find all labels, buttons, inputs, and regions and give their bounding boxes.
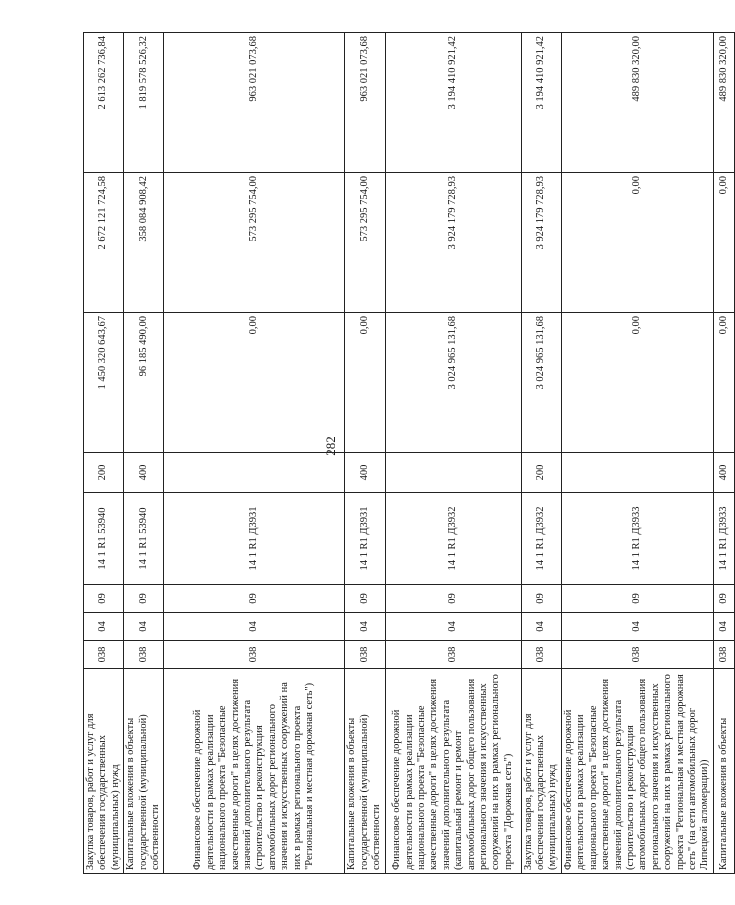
expense-type (164, 453, 345, 493)
expense-type: 200 (521, 453, 561, 493)
page-number: 282 (323, 436, 338, 456)
expense-type: 400 (713, 453, 734, 493)
amount-year-3: 489 830 320,00 (561, 33, 713, 173)
section-code: 04 (345, 613, 385, 641)
amount-year-3: 963 021 073,68 (164, 33, 345, 173)
table-row (84, 33, 124, 874)
section-code: 04 (521, 613, 561, 641)
target-article: 14 1 R1 Д3931 (345, 493, 385, 585)
target-article: 14 1 R1 Д3933 (561, 493, 713, 585)
table-row (713, 33, 734, 874)
ministry-code: 038 (124, 641, 164, 669)
amount-year-1: 0,00 (713, 313, 734, 453)
amount-year-3: 3 194 410 921,42 (521, 33, 561, 173)
amount-year-1: 3 024 965 131,68 (521, 313, 561, 453)
target-article: 14 1 R1 Д3932 (385, 493, 521, 585)
table-row (124, 33, 164, 874)
target-article: 14 1 R1 53940 (84, 493, 124, 585)
section-code: 04 (164, 613, 345, 641)
subsection-code: 09 (521, 585, 561, 613)
amount-year-1: 0,00 (164, 313, 345, 453)
row-name: Закупка товаров, работ и услуг для обеспечения государственных (муниципальных) нужд (84, 669, 124, 874)
ministry-code: 038 (385, 641, 521, 669)
ministry-code: 038 (561, 641, 713, 669)
subsection-code: 09 (345, 585, 385, 613)
amount-year-2: 573 295 754,00 (164, 173, 345, 313)
section-code: 04 (561, 613, 713, 641)
table-body (84, 33, 735, 874)
amount-year-2: 3 924 179 728,93 (521, 173, 561, 313)
table-row (521, 33, 561, 874)
row-name: Капитальные вложения в объекты государственной (муниципальной) собственности (124, 669, 164, 874)
section-code: 04 (713, 613, 734, 641)
budget-table (83, 32, 735, 874)
amount-year-1: 0,00 (345, 313, 385, 453)
ministry-code: 038 (164, 641, 345, 669)
section-code: 04 (124, 613, 164, 641)
table-inner (83, 33, 729, 874)
expense-type: 400 (345, 453, 385, 493)
amount-year-2: 3 924 179 728,93 (385, 173, 521, 313)
expense-type (385, 453, 521, 493)
target-article: 14 1 R1 Д3931 (164, 493, 345, 585)
subsection-code: 09 (164, 585, 345, 613)
subsection-code: 09 (561, 585, 713, 613)
subsection-code: 09 (84, 585, 124, 613)
amount-year-1: 1 450 320 643,67 (84, 313, 124, 453)
table-row (345, 33, 385, 874)
section-code: 04 (385, 613, 521, 641)
rotated-table-container (83, 33, 729, 874)
row-name: Финансовое обеспечение дорожной деятельности в рамках реализации национального проекта "Безопасные качественные дороги" в целях достижения значений дополнительного результата (строительство и реконструкция автомобильных дорог регионального значения и искусственных сооружений на них в рамках регионального проекта "Региональная и местная дорожная сеть") (164, 669, 345, 874)
table-row (164, 33, 345, 874)
target-article: 14 1 R1 53940 (124, 493, 164, 585)
ministry-code: 038 (713, 641, 734, 669)
row-name: Финансовое обеспечение дорожной деятельности в рамках реализации национального проекта "Безопасные качественные дороги" в целях достижения значений дополнительного результата (строительство и реконструкция автомобильных дорог общего пользования регионального значения и искусственных сооружений на них в рамках регионального проекта "Региональная и местная дорожная сеть" (на сети автомобильных дорог Липецкой агломерации)) (561, 669, 713, 874)
ministry-code: 038 (345, 641, 385, 669)
amount-year-1: 0,00 (561, 313, 713, 453)
row-name: Финансовое обеспечение дорожной деятельности в рамках реализации национального проекта "Безопасные качественные дороги" в целях достижения значений дополнительного результата (капитальный ремонт и ремонт автомобильных дорог общего пользования регионального значения и искусственных сооружений на них в рамках регионального проекта "Дорожная сеть") (385, 669, 521, 874)
amount-year-3: 963 021 073,68 (345, 33, 385, 173)
expense-type: 200 (84, 453, 124, 493)
target-article: 14 1 R1 Д3933 (713, 493, 734, 585)
ministry-code: 038 (84, 641, 124, 669)
expense-type (561, 453, 713, 493)
amount-year-1: 3 024 965 131,68 (385, 313, 521, 453)
amount-year-2: 0,00 (713, 173, 734, 313)
row-name: Закупка товаров, работ и услуг для обеспечения государственных (муниципальных) нужд (521, 669, 561, 874)
amount-year-2: 2 672 121 724,58 (84, 173, 124, 313)
row-name: Капитальные вложения в объекты (713, 669, 734, 874)
subsection-code: 09 (124, 585, 164, 613)
amount-year-3: 489 830 320,00 (713, 33, 734, 173)
amount-year-2: 0,00 (561, 173, 713, 313)
amount-year-2: 573 295 754,00 (345, 173, 385, 313)
expense-type: 400 (124, 453, 164, 493)
row-name: Капитальные вложения в объекты государственной (муниципальной) собственности (345, 669, 385, 874)
subsection-code: 09 (713, 585, 734, 613)
amount-year-3: 1 819 578 526,32 (124, 33, 164, 173)
amount-year-1: 96 185 490,00 (124, 313, 164, 453)
table-row (385, 33, 521, 874)
section-code: 04 (84, 613, 124, 641)
amount-year-3: 3 194 410 921,42 (385, 33, 521, 173)
subsection-code: 09 (385, 585, 521, 613)
amount-year-3: 2 613 262 736,84 (84, 33, 124, 173)
ministry-code: 038 (521, 641, 561, 669)
target-article: 14 1 R1 Д3932 (521, 493, 561, 585)
amount-year-2: 358 084 908,42 (124, 173, 164, 313)
table-row (561, 33, 713, 874)
